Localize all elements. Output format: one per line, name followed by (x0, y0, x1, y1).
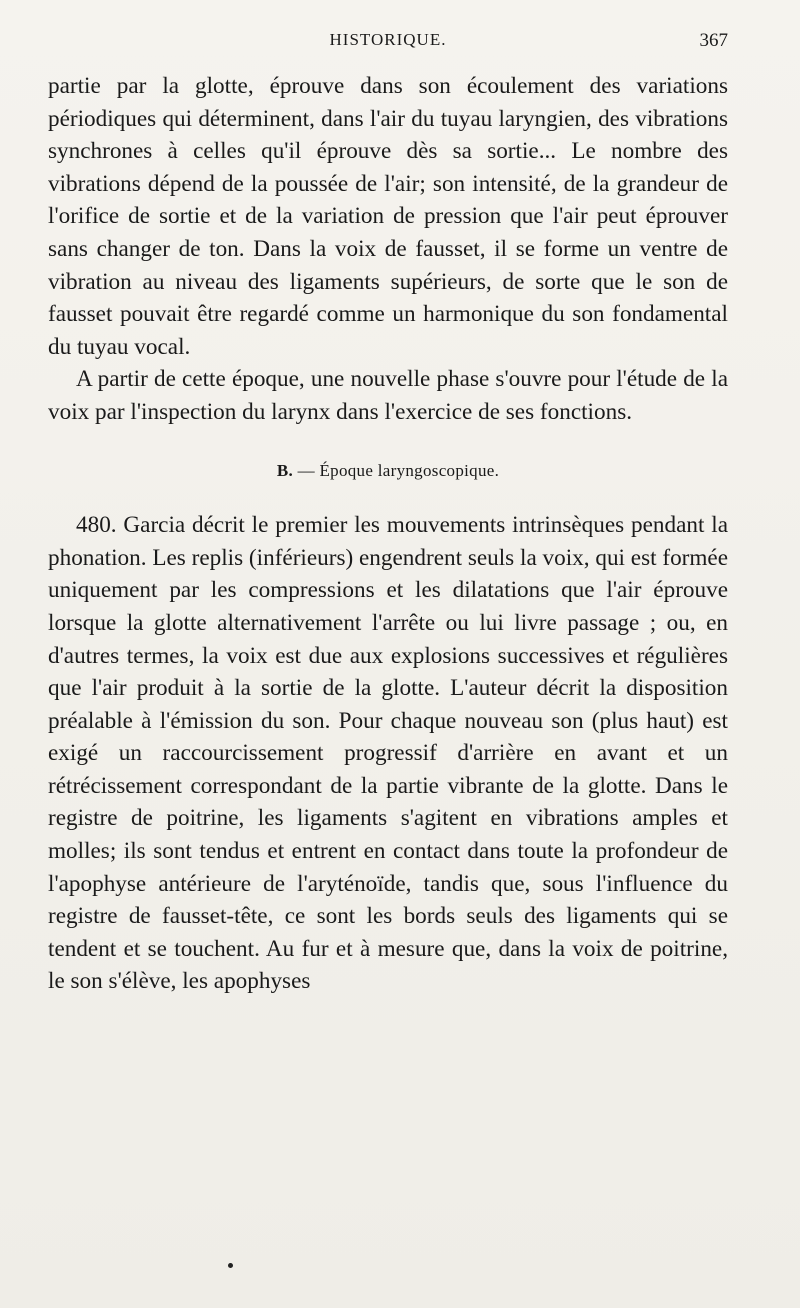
page-header (48, 30, 728, 60)
paragraph-480 (48, 509, 728, 998)
footer-dot (228, 1263, 233, 1268)
section-title: Époque laryngoscopique. (319, 460, 500, 480)
section-letter: B. (276, 460, 294, 480)
paragraph-continuation: partie par la glotte, éprouve dans son écoulement des variations périodiques qui déterminent, dans l'air du tuyau laryngien, des vibrations synchrones à celles qu'il éprouve dès sa sortie... Le nombre des vibrations dépend de la poussée de l'air; son intensité, de la grandeur de l'orifice de sortie et de la variation de pression que l'air peut éprouver sans changer de ton. Dans la voix de fausset, il se forme un ventre de vibration au niveau des ligaments supérieurs, de sorte que le son de fausset pouvait être regardé comme un harmonique du son fondamental du tuyau vocal. (48, 73, 728, 360)
section-dash: — (297, 460, 315, 480)
running-head: HISTORIQUE. (329, 30, 447, 49)
paragraph-new-phase: A partir de cette époque, une nouvelle phase s'ouvre pour l'étude de la voix par l'inspection du larynx dans l'exercice de ses fonctions. (48, 366, 728, 425)
page-body (48, 70, 728, 998)
paragraph-number: 480. (76, 512, 117, 539)
section-heading (48, 455, 728, 488)
paragraph-480-text: Garcia décrit le premier les mouvements intrinsèques pendant la phonation. Les replis (inférieurs) engendrent seuls la voix, qui est formée uniquement par les compressions et les dilatations que l'air éprouve lorsque la glotte alternativement l'arrête ou lui livre passage ; ou, en d'autres termes, la voix est due aux explosions successives et régulières que l'air produit à la sortie de la glotte. L'auteur décrit la disposition préalable à l'émission du son. Pour chaque nouveau son (plus haut) est exigé un raccourcissement progressif d'arrière en avant et un rétrécissement correspondant de la partie vibrante de la glotte. Dans le registre de poitrine, les ligaments s'agitent en vibrations amples et molles; ils sont tendus et entrent en contact dans toute la profondeur de l'apophyse antérieure de l'aryténoïde, tandis que, sous l'influence du registre de fausset-tête, ce sont les bords seuls des ligaments qui se tendent et se touchent. Au fur et à mesure que, dans la voix de poitrine, le son s'élève, les apophyses (48, 512, 729, 995)
page-number: 367 (699, 30, 728, 51)
